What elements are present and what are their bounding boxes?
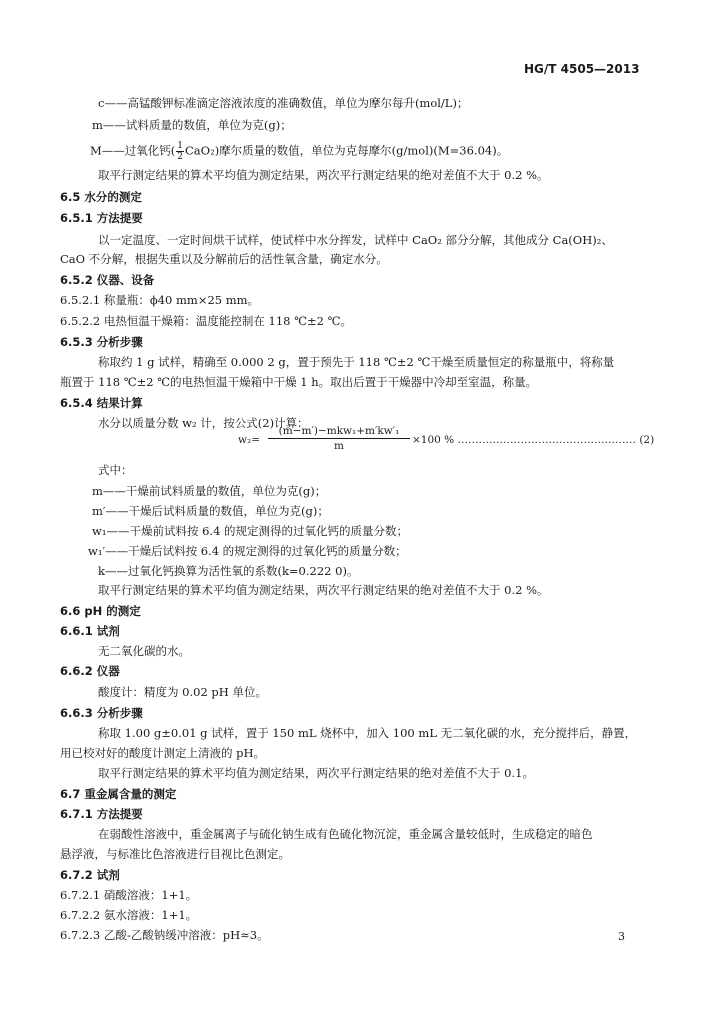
heading-6-5-3: 6.5.3 分析步骤 (60, 335, 143, 349)
item-6-7-2-2: 6.7.2.2 氨水溶液：1+1。 (60, 908, 198, 922)
para-6-5-4: 水分以质量分数 w₂ 计，按公式(2)计算： (98, 416, 309, 430)
heading-6-7: 6.7 重金属含量的测定 (60, 787, 177, 801)
item-6-7-2-3: 6.7.2.3 乙酸-乙酸钠缓冲溶液：pH≈3。 (60, 928, 269, 942)
def-w1: w₁——干燥前试料按 6.4 的规定测得的过氧化钙的质量分数； (92, 524, 409, 538)
heading-6-5-2: 6.5.2 仪器、设备 (60, 273, 155, 287)
formula-2-tail: ×100 % …………………………………………… (2) (412, 434, 655, 446)
def-M-start: M——过氧化钙( (90, 143, 176, 158)
heading-6-6-1: 6.6.1 试剂 (60, 624, 120, 638)
para-6-6-1: 无二氧化碳的水。 (98, 644, 190, 658)
heading-6-7-2: 6.7.2 试剂 (60, 868, 120, 882)
heading-6-5-1: 6.5.1 方法提要 (60, 211, 143, 225)
heading-6-6-3: 6.6.3 分析步骤 (60, 706, 143, 720)
para-6-5-1-b: CaO 不分解，根据失重以及分解前后的活性氧含量，确定水分。 (60, 252, 388, 266)
item-6-5-2-2: 6.5.2.2 电热恒温干燥箱：温度能控制在 118 ℃±2 ℃。 (60, 314, 352, 328)
item-6-7-2-1: 6.7.2.1 硝酸溶液：1+1。 (60, 888, 198, 902)
para-6-7-1-b: 悬浮液，与标准比色溶液进行目视比色测定。 (60, 847, 290, 861)
formula-2-denominator: m (334, 440, 344, 452)
def-M (90, 141, 508, 162)
def-m: m——试料质量的数值，单位为克(g)； (92, 118, 292, 132)
heading-6-7-1: 6.7.1 方法提要 (60, 807, 143, 821)
standard-number: HG/T 4505—2013 (524, 62, 640, 76)
heading-6-6: 6.6 pH 的测定 (60, 604, 141, 618)
formula-2-fraction (268, 424, 410, 453)
heading-6-6-2: 6.6.2 仪器 (60, 664, 120, 678)
para-6-5-3-b: 瓶置于 118 ℃±2 ℃的电热恒温干燥箱中干燥 1 h。取出后置于干燥器中冷却至室温，称量。 (60, 375, 538, 389)
para-6-6-2: 酸度计：精度为 0.02 pH 单位。 (98, 685, 267, 699)
formula-2-numerator: (m−m′)−mkw₁+m′kw′₁ (268, 424, 410, 439)
fraction-one-half (176, 141, 184, 162)
def-m-after: m′——干燥后试料质量的数值，单位为克(g)； (92, 504, 329, 518)
formula-2-lhs: w₂= (238, 434, 260, 446)
def-k: k——过氧化钙换算为活性氧的系数(k=0.222 0)。 (98, 564, 359, 578)
def-M-end: CaO₂)摩尔质量的数值，单位为克每摩尔(g/mol)(M=36.04)。 (185, 143, 509, 158)
fraction-numerator: 1 (177, 141, 183, 151)
where-label: 式中： (98, 463, 133, 477)
para-6-5-3-a: 称取约 1 g 试样，精确至 0.000 2 g，置于预先于 118 ℃±2 ℃干燥至质量恒定的称量瓶中，将称量 (98, 355, 615, 369)
def-c: c——高锰酸钾标准滴定溶液浓度的准确数值，单位为摩尔每升(mol/L)； (98, 96, 469, 110)
fraction-denominator: 2 (177, 152, 183, 162)
def-m-before: m——干燥前试料质量的数值，单位为克(g)； (92, 484, 327, 498)
para-6-5-1-a: 以一定温度、一定时间烘干试样，使试样中水分挥发，试样中 CaO₂ 部分分解，其他成分 Ca(OH)₂、 (98, 233, 613, 247)
result-note-65: 取平行测定结果的算术平均值为测定结果，两次平行测定结果的绝对差值不大于 0.2 %。 (98, 583, 549, 597)
item-6-5-2-1: 6.5.2.1 称量瓶：ϕ40 mm×25 mm。 (60, 293, 260, 307)
heading-6-5-4: 6.5.4 结果计算 (60, 396, 143, 410)
para-6-6-3-a: 称取 1.00 g±0.01 g 试样，置于 150 mL 烧杯中，加入 100 mL 无二氧化碳的水，充分搅拌后，静置， (98, 726, 637, 740)
def-w1-prime: w₁′——干燥后试料按 6.4 的规定测得的过氧化钙的质量分数； (88, 544, 407, 558)
heading-6-5: 6.5 水分的测定 (60, 190, 142, 204)
result-note-64: 取平行测定结果的算术平均值为测定结果，两次平行测定结果的绝对差值不大于 0.2 %。 (98, 168, 549, 182)
para-6-7-1-a: 在弱酸性溶液中，重金属离子与硫化钠生成有色硫化物沉淀，重金属含量较低时，生成稳定的暗色 (98, 827, 593, 841)
result-note-66: 取平行测定结果的算术平均值为测定结果，两次平行测定结果的绝对差值不大于 0.1。 (98, 766, 534, 780)
para-6-6-3-b: 用已校对好的酸度计测定上清液的 pH。 (60, 746, 266, 760)
page-number: 3 (618, 930, 625, 943)
